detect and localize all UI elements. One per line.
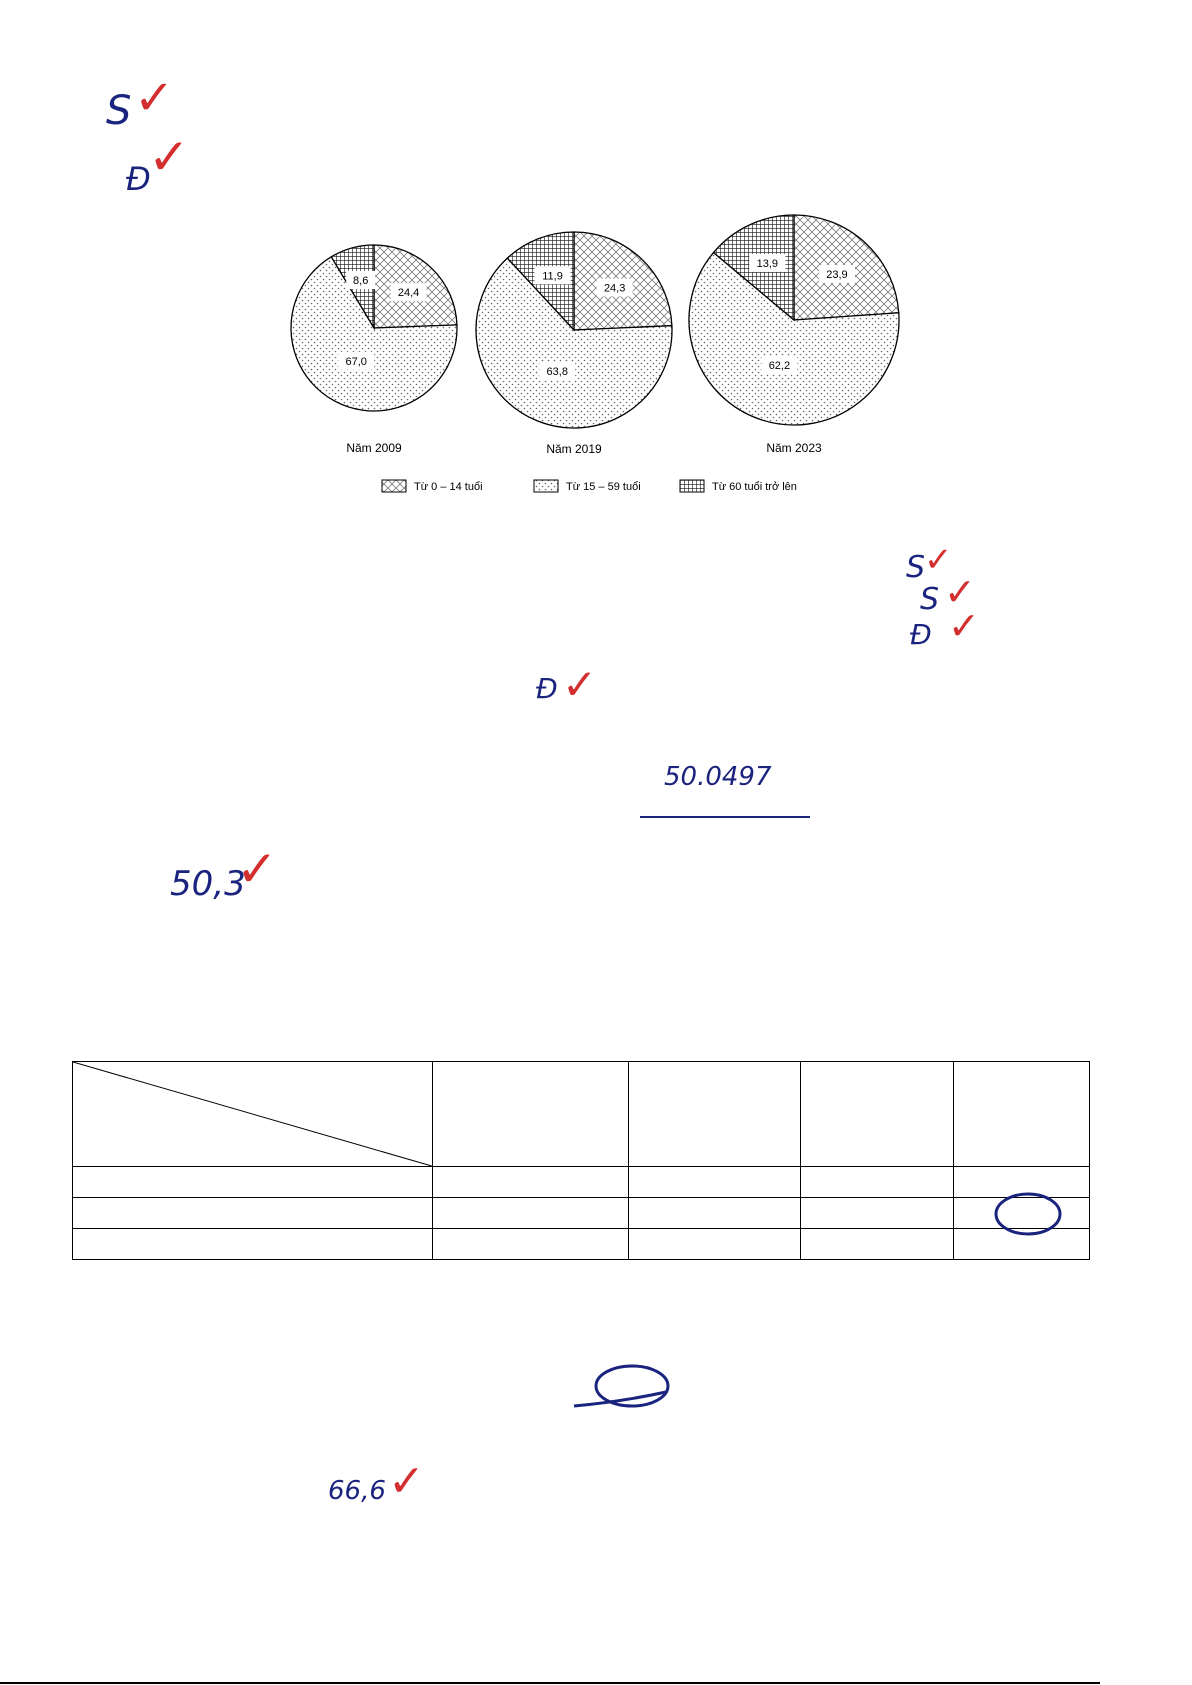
pie-value-label: 62,2 <box>768 359 791 372</box>
table-cell <box>801 1062 954 1167</box>
handwritten-mark: Đ <box>910 618 932 651</box>
table-cell <box>629 1062 801 1167</box>
pie-value-label: 23,9 <box>826 268 848 281</box>
table-cell <box>432 1062 629 1167</box>
table-cell <box>73 1229 433 1260</box>
pie-year-label: Năm 2009 <box>346 441 402 455</box>
pie-value-label: 11,9 <box>542 270 563 283</box>
legend-swatch <box>382 480 406 492</box>
table-cell <box>73 1167 433 1198</box>
pie-year-label: Năm 2023 <box>766 441 822 455</box>
check-mark-icon: ✓ <box>948 606 980 648</box>
legend-label: Từ 60 tuổi trở lên <box>712 481 797 493</box>
table-cell <box>629 1229 801 1260</box>
legend-label: Từ 0 – 14 tuổi <box>414 481 483 493</box>
table-corner-cell <box>73 1062 433 1167</box>
legend-label: Từ 15 – 59 tuổi <box>566 481 641 493</box>
table-cell <box>73 1198 433 1229</box>
table-cell <box>954 1062 1090 1167</box>
pie-value-label: 24,4 <box>397 287 420 300</box>
handwritten-mark: S <box>920 582 940 617</box>
table-cell <box>801 1167 954 1198</box>
handwritten-answer: 66,6 <box>328 1476 386 1506</box>
table-cell <box>432 1198 629 1229</box>
pie-value-label: 67,0 <box>345 355 367 368</box>
pie-year-label: Năm 2019 <box>546 442 602 456</box>
check-mark-icon: ✓ <box>388 1457 425 1506</box>
population-structure-pie-charts <box>280 200 920 500</box>
handwritten-circle <box>570 1358 680 1418</box>
check-mark-icon: ✓ <box>944 572 976 614</box>
table-cell <box>432 1229 629 1260</box>
data-table <box>72 1061 1090 1260</box>
legend-swatch <box>680 480 704 492</box>
page-divider <box>0 1682 1100 1684</box>
table-cell <box>801 1198 954 1229</box>
check-mark-icon: ✓ <box>236 841 278 897</box>
handwritten-mark: Đ <box>126 160 151 198</box>
table-cell <box>432 1167 629 1198</box>
pie-value-label: 63,8 <box>546 365 568 378</box>
check-mark-icon: ✓ <box>134 72 175 125</box>
legend-swatch <box>534 480 558 492</box>
table-cell <box>629 1167 801 1198</box>
pie-value-label: 24,3 <box>603 282 626 295</box>
table-cell <box>801 1229 954 1260</box>
handwritten-mark: S <box>906 550 926 585</box>
answer-underline <box>640 816 810 818</box>
handwritten-answer: 50.0497 <box>664 762 772 792</box>
check-mark-icon: ✓ <box>924 541 953 579</box>
handwritten-mark: Đ <box>536 672 558 705</box>
pie-value-label: 13,9 <box>756 257 779 270</box>
check-mark-icon: ✓ <box>148 129 190 185</box>
handwritten-answer: 50,3 <box>170 864 246 904</box>
handwritten-circle <box>990 1188 1070 1240</box>
check-mark-icon: ✓ <box>562 661 598 708</box>
pie-value-label: 8,6 <box>353 275 369 288</box>
handwritten-mark: S <box>106 88 132 134</box>
table-cell <box>629 1198 801 1229</box>
